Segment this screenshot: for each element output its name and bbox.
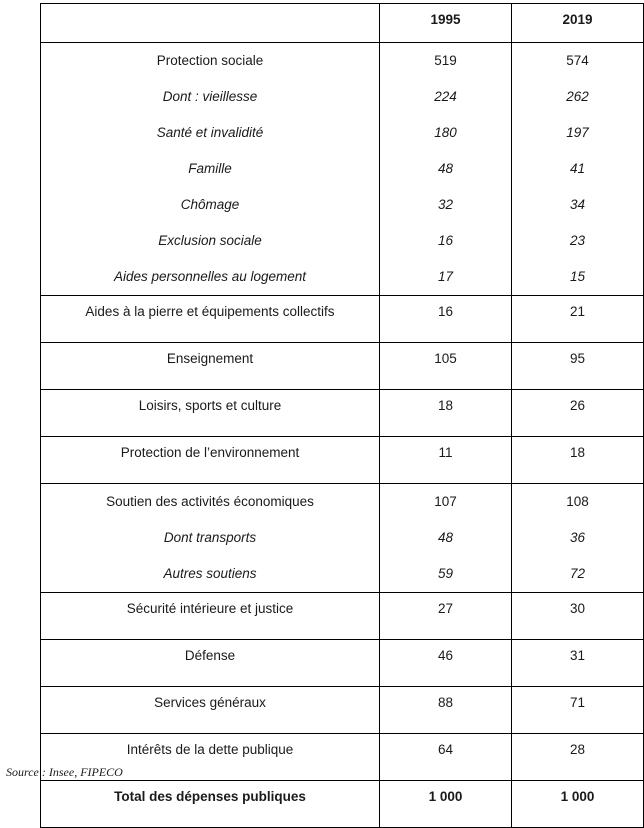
row-value: 95 bbox=[569, 351, 586, 366]
value-2019-cell bbox=[512, 43, 644, 296]
row-label: Autres soutiens bbox=[163, 566, 257, 581]
table-row bbox=[41, 640, 644, 687]
value-1995-cell bbox=[380, 43, 512, 296]
row-label: Chômage bbox=[180, 197, 240, 212]
row-label: Santé et invalidité bbox=[156, 125, 264, 140]
table-row bbox=[41, 593, 644, 640]
header-2019: 2019 bbox=[512, 4, 644, 43]
row-label-cell bbox=[41, 343, 380, 390]
row-value: 16 bbox=[437, 304, 454, 319]
value-2019-cell bbox=[512, 781, 644, 828]
row-label-cell bbox=[41, 781, 380, 828]
row-label: Services généraux bbox=[154, 695, 266, 710]
value-1995-cell bbox=[380, 781, 512, 828]
value-2019-cell bbox=[512, 390, 644, 437]
value-1995-cell bbox=[380, 734, 512, 781]
row-value: 71 bbox=[569, 695, 586, 710]
value-1995-cell bbox=[380, 640, 512, 687]
value-2019-cell bbox=[512, 343, 644, 390]
table-row bbox=[41, 343, 644, 390]
value-2019-cell bbox=[512, 437, 644, 484]
row-value: 36 bbox=[569, 530, 586, 545]
row-label-cell bbox=[41, 296, 380, 343]
row-label: Total des dépenses publiques bbox=[114, 789, 306, 804]
row-value: 48 bbox=[437, 161, 454, 176]
table-row bbox=[41, 43, 644, 296]
header-1995: 1995 bbox=[380, 4, 512, 43]
table-row bbox=[41, 781, 644, 828]
row-value: 32 bbox=[437, 197, 454, 212]
row-label: Dont transports bbox=[163, 530, 257, 545]
value-2019-cell bbox=[512, 687, 644, 734]
value-1995-cell bbox=[380, 484, 512, 593]
spending-table bbox=[40, 3, 644, 828]
value-1995-cell bbox=[380, 296, 512, 343]
row-label: Soutien des activités économiques bbox=[106, 494, 314, 509]
row-value: 18 bbox=[437, 398, 454, 413]
row-value: 28 bbox=[569, 742, 586, 757]
row-value: 18 bbox=[569, 445, 586, 460]
row-value: 11 bbox=[438, 445, 453, 460]
row-value: 180 bbox=[434, 125, 457, 140]
header-row bbox=[41, 4, 644, 43]
row-value: 26 bbox=[569, 398, 586, 413]
row-label: Protection sociale bbox=[156, 53, 264, 68]
row-label-cell bbox=[41, 593, 380, 640]
row-label-cell bbox=[41, 43, 380, 296]
row-value: 34 bbox=[569, 197, 586, 212]
row-value: 574 bbox=[566, 53, 589, 68]
row-value: 105 bbox=[434, 351, 457, 366]
row-value: 519 bbox=[434, 53, 457, 68]
row-value: 15 bbox=[569, 269, 586, 284]
row-value: 197 bbox=[566, 125, 589, 140]
row-value: 17 bbox=[437, 269, 454, 284]
row-label-cell bbox=[41, 484, 380, 593]
row-value: 108 bbox=[566, 494, 589, 509]
value-1995-cell bbox=[380, 390, 512, 437]
value-2019-cell bbox=[512, 484, 644, 593]
row-label: Intérêts de la dette publique bbox=[126, 742, 294, 757]
row-value: 30 bbox=[569, 601, 586, 616]
row-value: 1 000 bbox=[428, 789, 463, 804]
row-value: 72 bbox=[569, 566, 586, 581]
row-value: 88 bbox=[437, 695, 454, 710]
row-label: Dont : vieillesse bbox=[162, 89, 258, 104]
row-label: Aides à la pierre et équipements collectifs bbox=[85, 304, 335, 319]
row-value: 27 bbox=[437, 601, 454, 616]
value-1995-cell bbox=[380, 687, 512, 734]
value-2019-cell bbox=[512, 640, 644, 687]
row-value: 64 bbox=[437, 742, 454, 757]
row-value: 21 bbox=[569, 304, 586, 319]
table-row bbox=[41, 687, 644, 734]
row-value: 59 bbox=[437, 566, 454, 581]
row-label: Sécurité intérieure et justice bbox=[126, 601, 294, 616]
row-label: Loisirs, sports et culture bbox=[138, 398, 282, 413]
table-row bbox=[41, 437, 644, 484]
row-label-cell bbox=[41, 437, 380, 484]
row-value: 46 bbox=[437, 648, 454, 663]
table-row bbox=[41, 484, 644, 593]
value-2019-cell bbox=[512, 593, 644, 640]
row-label: Enseignement bbox=[166, 351, 254, 366]
source-note: Source : Insee, FIPECO bbox=[6, 765, 123, 779]
row-label: Défense bbox=[184, 648, 236, 663]
header-blank-cell bbox=[41, 4, 380, 43]
value-2019-cell bbox=[512, 734, 644, 781]
row-label: Protection de l’environnement bbox=[120, 445, 300, 460]
row-value: 224 bbox=[434, 89, 457, 104]
row-label: Exclusion sociale bbox=[158, 233, 262, 248]
row-value: 31 bbox=[569, 648, 586, 663]
table-row bbox=[41, 734, 644, 781]
value-1995-cell bbox=[380, 343, 512, 390]
value-2019-cell bbox=[512, 296, 644, 343]
row-value: 23 bbox=[569, 233, 586, 248]
value-1995-cell bbox=[380, 437, 512, 484]
row-label-cell bbox=[41, 687, 380, 734]
row-label-cell bbox=[41, 640, 380, 687]
row-label: Famille bbox=[188, 161, 232, 176]
row-value: 262 bbox=[566, 89, 589, 104]
row-label: Aides personnelles au logement bbox=[113, 269, 307, 284]
row-value: 107 bbox=[434, 494, 457, 509]
table-row bbox=[41, 390, 644, 437]
value-1995-cell bbox=[380, 593, 512, 640]
row-value: 16 bbox=[437, 233, 454, 248]
row-value: 1 000 bbox=[560, 789, 595, 804]
row-value: 48 bbox=[437, 530, 454, 545]
table-row bbox=[41, 296, 644, 343]
row-label-cell bbox=[41, 390, 380, 437]
row-value: 41 bbox=[569, 161, 586, 176]
